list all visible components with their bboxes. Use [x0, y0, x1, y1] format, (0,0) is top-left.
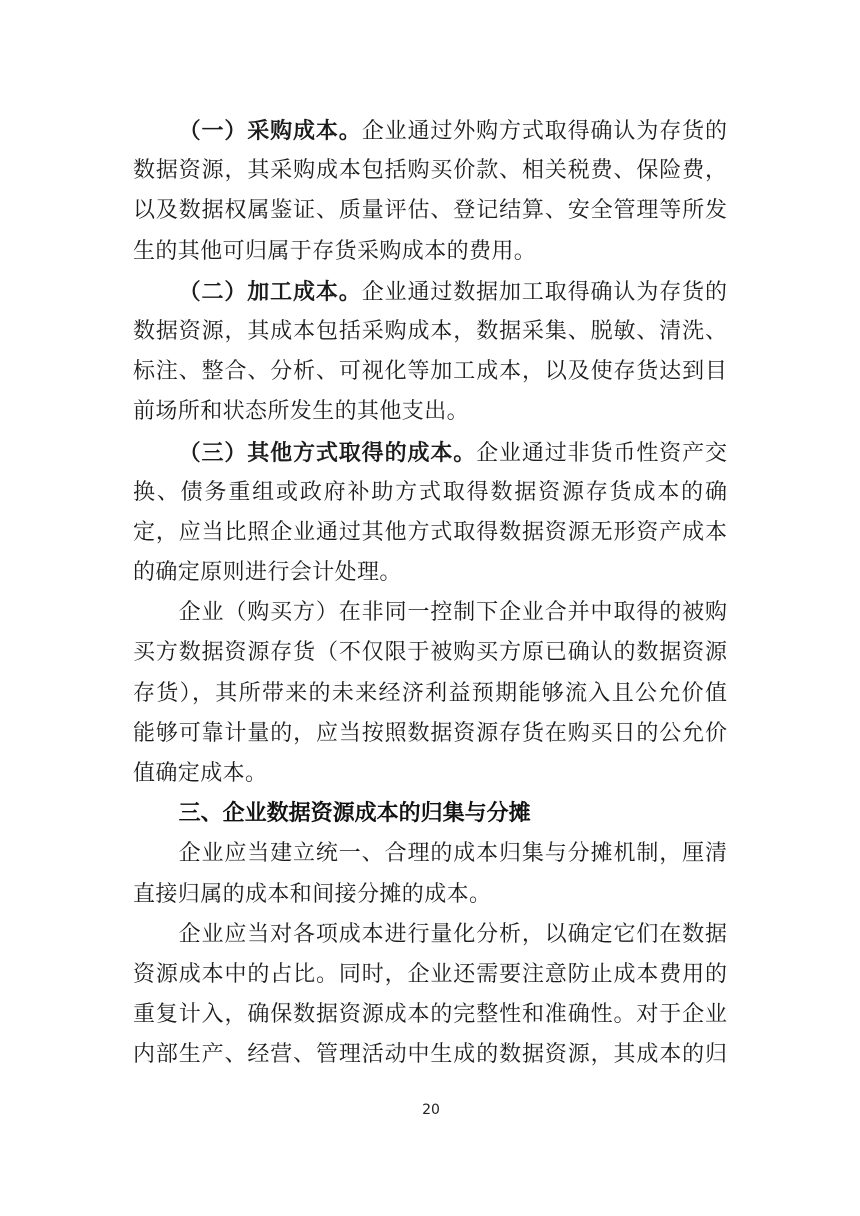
paragraph-lead-heading: （二）加工成本。: [178, 278, 362, 305]
paragraph-cost-analysis: [133, 915, 727, 1076]
paragraph-line: 换、债务重组或政府补助方式取得数据资源存货成本的确: [133, 479, 727, 505]
paragraph-line: 能够可靠计量的，应当按照数据资源存货在购买日的公允价: [133, 720, 727, 746]
paragraph-line: 的确定原则进行会计处理。: [133, 560, 402, 586]
paragraph-line: 定，应当比照企业通过其他方式取得数据资源无形资产成本: [133, 519, 727, 545]
paragraph-line: 值确定成本。: [133, 761, 268, 786]
paragraph-line: 数据资源，其成本包括采购成本，数据采集、脱敏、清洗、: [133, 318, 727, 344]
paragraph-line: [133, 433, 727, 473]
paragraph-line: 企业应当建立统一、合理的成本归集与分摊机制，厘清: [178, 841, 727, 867]
paragraph-line: 直接归属的成本和间接分摊的成本。: [133, 881, 492, 907]
paragraph-other-cost: [133, 433, 727, 594]
paragraph-line: 资源成本中的占比。同时，企业还需要注意防止成本费用的: [133, 961, 727, 987]
paragraph-line: 生的其他可归属于存货采购成本的费用。: [133, 238, 537, 264]
paragraph-business-combination: [133, 593, 727, 794]
page-number: 20: [422, 1102, 440, 1118]
paragraph-line: 以及数据权属鉴证、质量评估、登记结算、安全管理等所发: [133, 198, 727, 224]
paragraph-purchase-cost: [133, 111, 727, 272]
paragraph-line-text: 企业通过非货币性资产交: [476, 440, 727, 466]
paragraph-line: 内部生产、经营、管理活动中生成的数据资源，其成本的归: [133, 1042, 727, 1068]
paragraph-line-text: 企业通过外购方式取得确认为存货的: [361, 119, 727, 144]
paragraph-line: 企业应当对各项成本进行量化分析，以确定它们在数据: [178, 921, 727, 947]
paragraph-line: 存货），其所带来的未来经济利益预期能够流入且公允价值: [133, 680, 727, 706]
paragraph-line: 标注、整合、分析、可视化等加工成本，以及使存货达到目: [133, 359, 727, 385]
paragraph-line: 数据资源，其采购成本包括购买价款、相关税费、保险费，: [133, 158, 727, 184]
paragraph-line: 重复计入，确保数据资源成本的完整性和准确性。对于企业: [133, 1002, 727, 1028]
paragraph-line: 前场所和状态所发生的其他支出。: [133, 399, 470, 425]
paragraph-line: [133, 111, 727, 151]
body-text: [133, 111, 727, 1076]
paragraph-line: 买方数据资源存货（不仅限于被购买方原已确认的数据资源: [133, 640, 727, 666]
paragraph-line: [133, 272, 727, 312]
paragraph-line-text: 企业通过数据加工取得确认为存货的: [361, 279, 727, 305]
paragraph-cost-mechanism: [133, 834, 727, 914]
paragraph-lead-heading: （一）采购成本。: [178, 118, 362, 144]
paragraph-line: 企业（购买方）在非同一控制下企业合并中取得的被购: [178, 600, 727, 626]
section-heading: 三、企业数据资源成本的归集与分摊: [178, 801, 531, 827]
paragraph-processing-cost: [133, 272, 727, 433]
paragraph-lead-heading: （三）其他方式取得的成本。: [178, 439, 477, 466]
